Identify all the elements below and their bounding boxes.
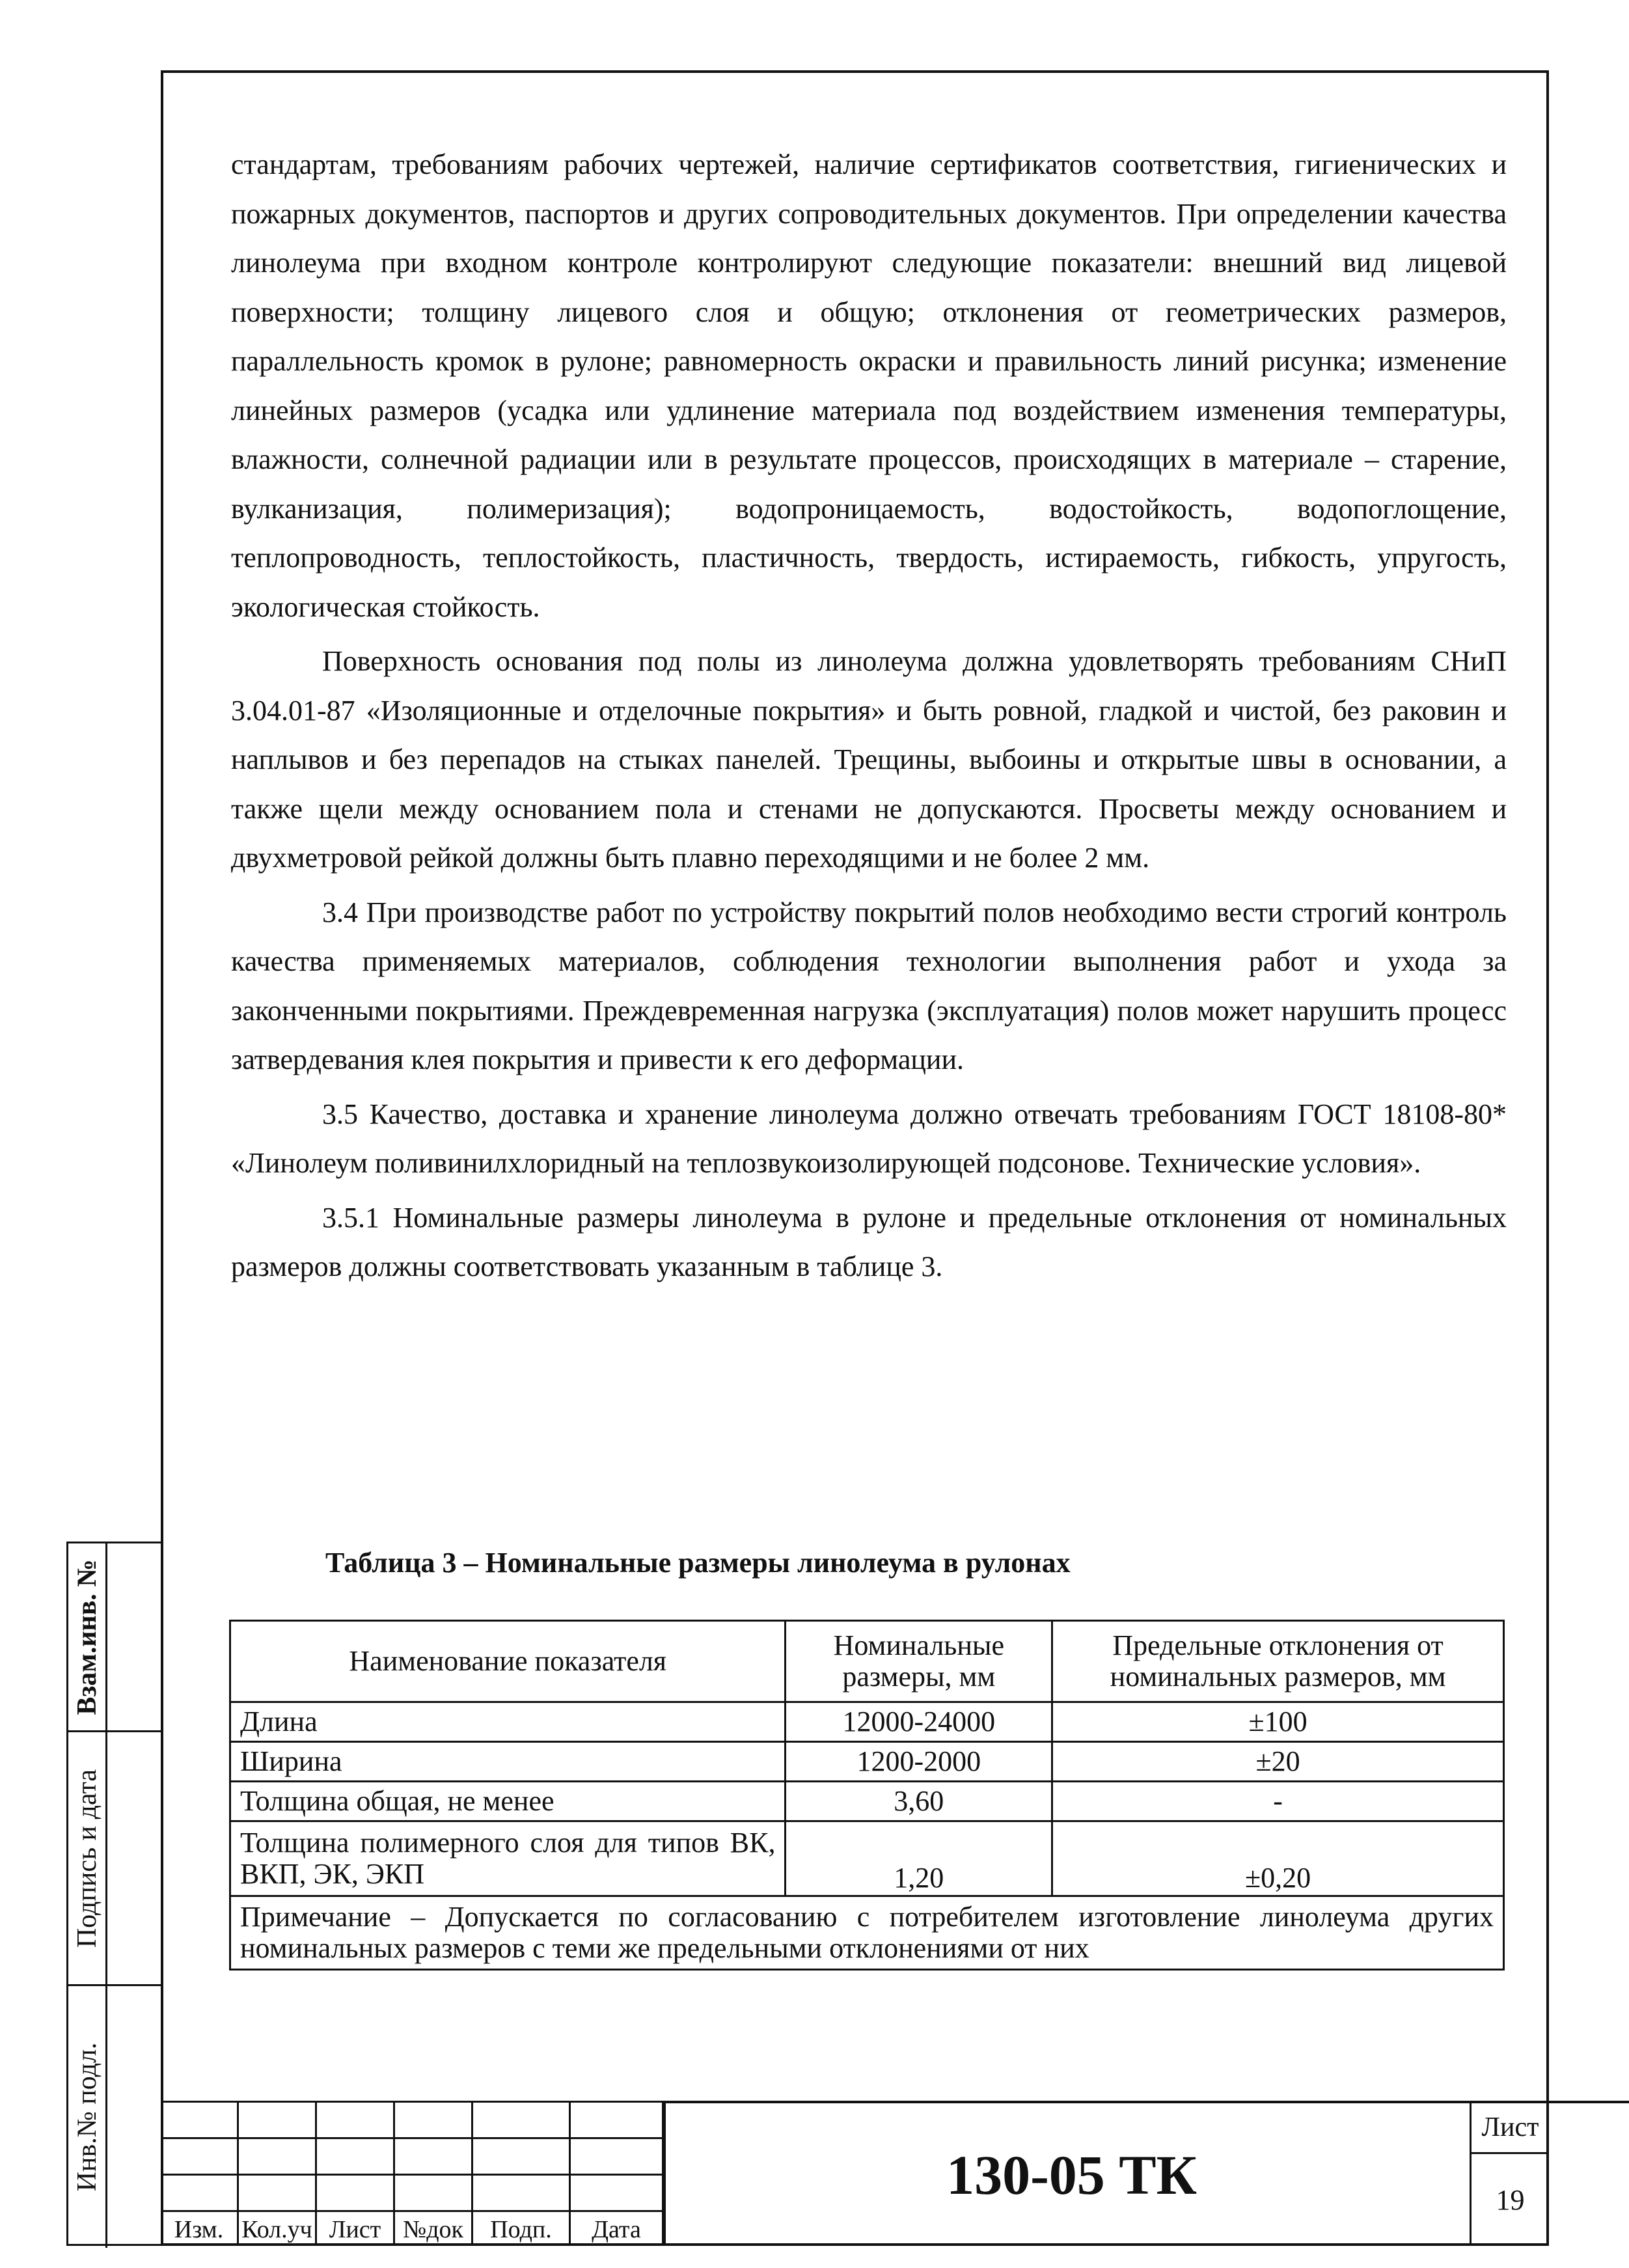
table-row xyxy=(230,1821,1504,1896)
table-note: Примечание – Допускается по согласованию с потребителем изготовление линолеума других номинальных размеров с теми же предельными отклонениями от них xyxy=(230,1896,1504,1970)
sheet-label: Лист xyxy=(1472,2103,1549,2154)
side-label-replacement-inv: Взам.инв. № xyxy=(72,1558,102,1715)
label-count: Кол.уч xyxy=(239,2210,317,2246)
label-sheet: Лист xyxy=(317,2210,395,2246)
linoleum-size-table xyxy=(229,1620,1505,1971)
cell-nominal: 12000-24000 xyxy=(786,1702,1052,1742)
label-doc-number: №док xyxy=(395,2210,473,2246)
revision-grid xyxy=(161,2101,664,2246)
label-change: Изм. xyxy=(161,2210,239,2246)
side-label-original-inv: Инв.№ подл. xyxy=(72,2042,102,2192)
document-body xyxy=(231,140,1507,1292)
cell-name: Толщина полимерного слоя для типов ВК, ВКП, ЭК, ЭКП xyxy=(230,1821,786,1896)
table-note-row xyxy=(230,1896,1504,1970)
label-signature: Подп. xyxy=(473,2210,571,2246)
paragraph-3-5: 3.5 Качество, доставка и хранение линолеума должно отвечать требованиям ГОСТ 18108-80* «Линолеум поливинилхлоридный на теплозвукоизолирующей подсонове. Технические условия». xyxy=(231,1098,1507,1179)
cell-deviation: ±100 xyxy=(1052,1702,1504,1742)
side-label-signature-date: Подпись и дата xyxy=(72,1769,102,1948)
cell-nominal: 3,60 xyxy=(786,1782,1052,1821)
sheet-number-box xyxy=(1470,2101,1549,2246)
table-caption: Таблица 3 – Номинальные размеры линолеума в рулонах xyxy=(325,1547,1071,1579)
paragraph-quality-indicators: стандартам, требованиям рабочих чертежей, наличие сертификатов соответствия, гигиенических и пожарных документов, паспортов и других сопроводительных документов. При определении качества линолеума при входном контроле контролируют следующие показатели: внешний вид лицевой поверхности; толщину лицевого слоя и общую; отклонения от геометрических размеров, параллельность кромок в рулоне; равномерность окраски и правильность линий рисунка; изменение линейных размеров (усадка или удлинение материала под воздействием изменения температуры, влажности, солнечной радиации или в результате процессов, происходящих в материале – старение, вулканизация, полимеризация); водопроницаемость, водостойкость, водопоглощение, теплопроводность, теплостойкость, пластичность, твердость, истираемость, гибкость, упругость, экологическая стойкость. xyxy=(231,148,1507,623)
paragraph-3-4: 3.4 При производстве работ по устройству покрытий полов необходимо вести строгий контроль качества применяемых материалов, соблюдения технологии выполнения работ и ухода за законченными покрытиями. Преждевременная нагрузка (эксплуатация) полов может нарушить процесс затвердевания клея покрытия и привести к его деформации. xyxy=(231,896,1507,1075)
title-block xyxy=(161,2101,1549,2246)
cell-name: Ширина xyxy=(230,1742,786,1782)
side-stamp-strip xyxy=(66,1542,161,2246)
side-row-replacement xyxy=(68,1543,161,1732)
side-row-signature xyxy=(68,1732,161,1986)
cell-name: Длина xyxy=(230,1702,786,1742)
document-code: 130-05 ТК xyxy=(946,2143,1197,2206)
table-row xyxy=(230,1702,1504,1742)
cell-nominal: 1200-2000 xyxy=(786,1742,1052,1782)
table-row xyxy=(230,1782,1504,1821)
header-nominal: Номинальные размеры, мм xyxy=(786,1621,1052,1702)
sheet-number: 19 xyxy=(1496,2184,1525,2216)
cell-nominal: 1,20 xyxy=(786,1821,1052,1896)
table-row xyxy=(230,1742,1504,1782)
paragraph-base-surface: Поверхность основания под полы из линолеума должна удовлетворять требованиям СНиП 3.04.01-87 «Изоляционные и отделочные покрытия» и быть ровной, гладкой и чистой, без раковин и наплывов и без перепадов на стыках панелей. Трещины, выбоины и открытые швы в основании, а также щели между основанием пола и стенами не допускаются. Просветы между основанием и двухметровой рейкой должны быть плавно переходящими и не более 2 мм. xyxy=(231,645,1507,874)
label-date: Дата xyxy=(571,2210,664,2246)
side-row-original xyxy=(68,1986,161,2248)
cell-name: Толщина общая, не менее xyxy=(230,1782,786,1821)
header-indicator: Наименование показателя xyxy=(230,1621,786,1702)
table-header-row xyxy=(230,1621,1504,1702)
header-deviation: Предельные отклонения от номинальных размеров, мм xyxy=(1052,1621,1504,1702)
cell-deviation: ±0,20 xyxy=(1052,1821,1504,1896)
paragraph-3-5-1: 3.5.1 Номинальные размеры линолеума в рулоне и предельные отклонения от номинальных размеров должны соответствовать указанным в таблице 3. xyxy=(231,1201,1507,1282)
cell-deviation: - xyxy=(1052,1782,1504,1821)
cell-deviation: ±20 xyxy=(1052,1742,1504,1782)
